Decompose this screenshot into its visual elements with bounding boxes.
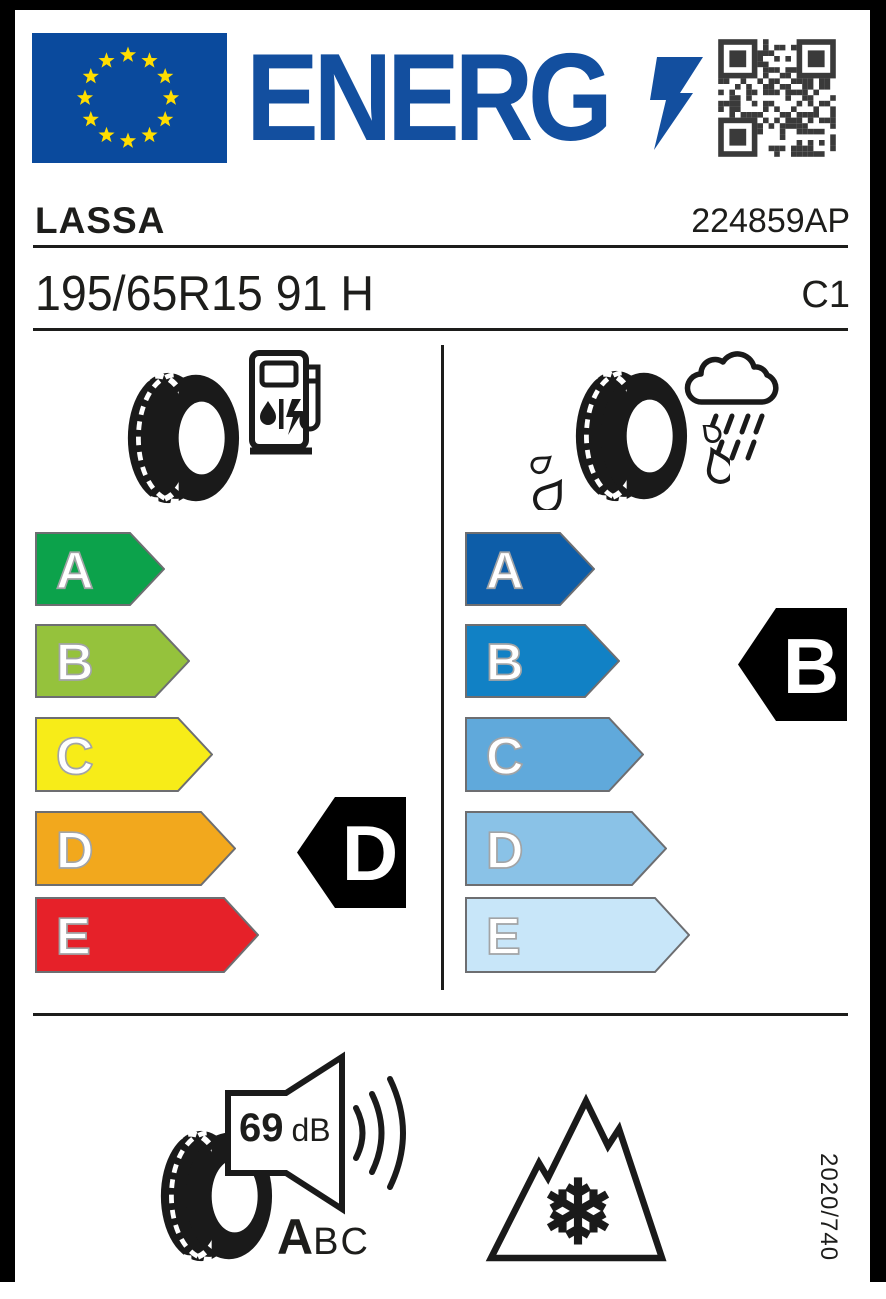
- noise-other-classes: BC: [313, 1221, 370, 1263]
- noise-class-letters: [277, 1208, 370, 1266]
- wet-scale-arrow-c: [465, 717, 644, 792]
- svg-text:E: E: [486, 908, 521, 966]
- svg-text:C: C: [56, 728, 94, 786]
- fuel-scale-arrow-a: [35, 532, 165, 606]
- regulation-number: 2020/740: [815, 1153, 842, 1262]
- wet-scale-arrow-a: [465, 532, 595, 606]
- vertical-divider: [441, 345, 444, 990]
- qr-code: [712, 33, 842, 163]
- sound-wave-arcs: [356, 1079, 403, 1187]
- wet-rating-indicator: [737, 607, 848, 722]
- snow-grip-3pmsf-icon: [483, 1088, 668, 1266]
- wet-scale-arrow-e: [465, 897, 690, 973]
- energ-logo-text: ENERG: [246, 29, 608, 167]
- svg-text:E: E: [56, 908, 91, 966]
- fuel-scale-arrow-c: [35, 717, 213, 792]
- eu-flag-icon: [32, 33, 227, 163]
- svg-text:D: D: [341, 809, 399, 897]
- divider-line-bottom: [33, 1013, 848, 1016]
- svg-text:B: B: [486, 634, 524, 692]
- snowflake-icon: ❄: [541, 1161, 615, 1264]
- tire-size-designation: 195/65R15 91 H: [35, 267, 375, 321]
- wet-scale-arrow-b: [465, 624, 620, 698]
- tire-icon-fuel: [125, 368, 240, 508]
- noise-rated-class: A: [277, 1209, 314, 1265]
- fuel-scale-arrow-b: [35, 624, 190, 698]
- noise-value: 69: [239, 1106, 284, 1150]
- wet-scale-arrow-d: [465, 811, 667, 886]
- fuel-scale-arrow-d: [35, 811, 236, 886]
- divider-line-top: [33, 245, 848, 248]
- svg-text:A: A: [56, 542, 94, 600]
- brand-name: LASSA: [35, 200, 166, 241]
- fuel-pump-icon: [248, 349, 326, 455]
- divider-line-middle: [33, 328, 848, 331]
- svg-text:D: D: [56, 822, 94, 880]
- svg-text:B: B: [56, 634, 94, 692]
- fuel-rating-indicator: [296, 796, 407, 909]
- product-code: 224859AP: [691, 202, 850, 240]
- noise-unit: dB: [291, 1112, 331, 1148]
- svg-text:B: B: [782, 622, 840, 710]
- svg-text:A: A: [486, 542, 524, 600]
- lightning-bolt-icon: [646, 57, 704, 151]
- water-splash-icons: [530, 425, 730, 510]
- fuel-scale-arrow-e: [35, 897, 259, 973]
- svg-text:C: C: [486, 728, 524, 786]
- tire-class: C1: [801, 274, 850, 316]
- noise-level: [239, 1106, 331, 1151]
- svg-text:D: D: [486, 822, 524, 880]
